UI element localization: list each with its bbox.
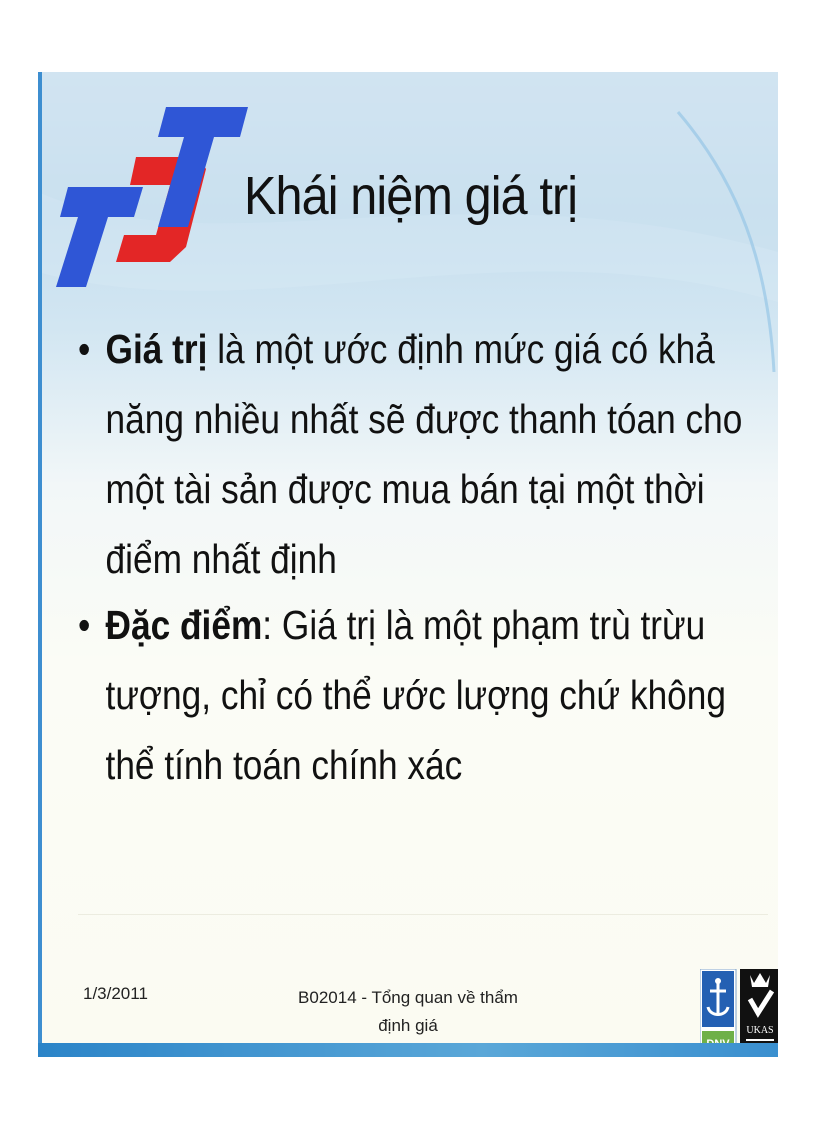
bullet-separator (207, 326, 217, 372)
bottom-accent-band (38, 1043, 778, 1057)
svg-text:UKAS: UKAS (746, 1025, 774, 1036)
slide (38, 72, 778, 1057)
bullet-text: là một ước định mức giá có khả năng nhiều nhất sẽ được thanh tóan cho một tài sản được mua bán tại một thời điểm nhất định (105, 326, 743, 582)
bullet-text: Giá trị là một phạm trù trừu tượng, chỉ có thể ước lượng chứ không thể tính toán chính xác (105, 602, 727, 788)
bullet-marker: • (78, 326, 91, 372)
bullet-term: Giá trị (105, 326, 208, 372)
bullet-marker: • (78, 602, 91, 648)
left-accent-band (38, 72, 42, 1057)
bullet-list (78, 314, 778, 800)
footer-divider (78, 914, 768, 915)
bullet-term: Đặc điểm (105, 602, 263, 648)
bullet-separator: : (262, 602, 282, 648)
slide-title: Khái niệm giá trị (244, 166, 578, 226)
school-logo (48, 87, 248, 292)
bullet-item-value (78, 314, 768, 594)
bullet-item-characteristics (78, 590, 768, 800)
footer-course-title: B02014 - Tổng quan về thẩm định giá (298, 988, 518, 1035)
footer-date: 1/3/2011 (83, 984, 148, 1003)
